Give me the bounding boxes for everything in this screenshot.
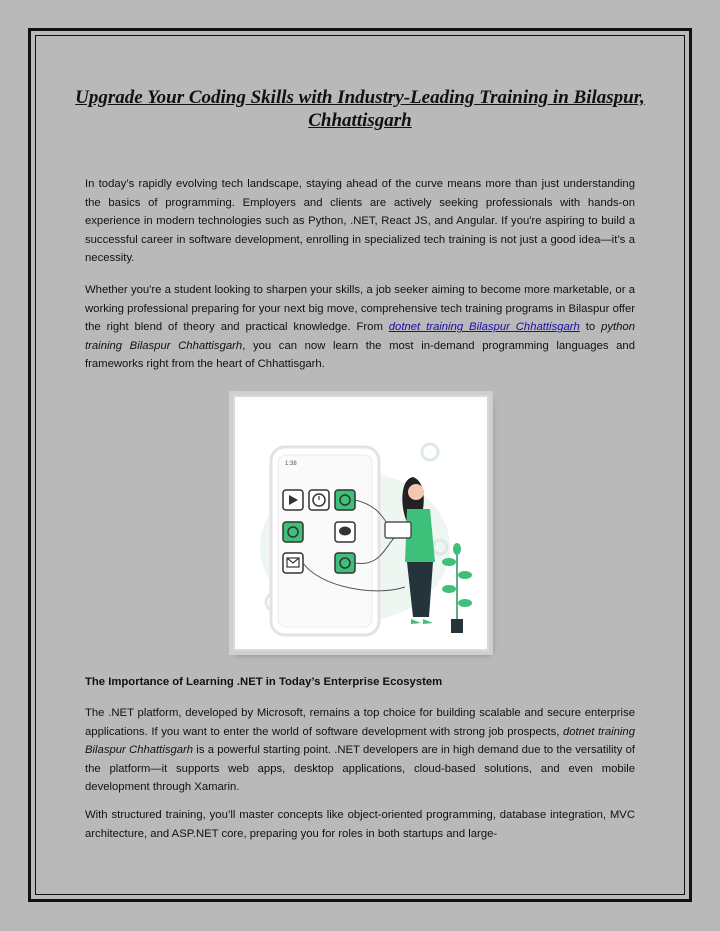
- dotnet-training-text: dotnet training Bilaspur Chhattisgarh: [85, 725, 635, 757]
- dotnet-paragraph: [85, 704, 635, 797]
- section-heading: The Importance of Learning .NET in Today’s Enterprise Ecosystem: [85, 676, 443, 688]
- intro-paragraph: In today’s rapidly evolving tech landscape, staying ahead of the curve means more than just understanding the basics of programming. Employers and clients are actively seeking professionals with hands-on experience in modern technologies such as Python, .NET, React JS, and Angular. If you're aspiring to build a successful career in software development, enrolling in specialized tech training is not just a good idea—it’s a necessity.: [85, 178, 635, 265]
- illustration-figure: [233, 395, 489, 651]
- audience-paragraph: [85, 281, 635, 374]
- page-title: Upgrade Your Coding Skills with Industry-Leading Training in Bilaspur, Chhattisgarh: [75, 87, 645, 131]
- mail-icon: [283, 553, 303, 573]
- audience-paragraph-mid: to: [579, 321, 602, 334]
- chat-icon: [335, 522, 355, 542]
- dotnet-paragraph-lead: The .NET platform, developed by Microsoft, remains a top choice for building scalable and secure enterprise applications. If you want to enter the world of software development with strong job prospects,: [85, 707, 635, 738]
- gear-icon: [335, 490, 355, 510]
- gear-icon: [335, 553, 355, 573]
- dotnet-paragraph-tail: is a powerful starting point. .NET developers are in high demand due to the versatility of the platform—it supports web apps, desktop applications, cloud-based solutions, and even mobile development through Xamarin.: [85, 744, 635, 794]
- dotnet-training-link[interactable]: dotnet training Bilaspur Chhattisgarh: [388, 321, 580, 334]
- python-training-text: python training Bilaspur Chhattisgarh: [85, 321, 635, 352]
- gear-icon: [283, 522, 303, 542]
- phone-time: 1:38: [285, 461, 297, 467]
- clock-icon: [309, 490, 329, 510]
- developer-phone-illustration: [235, 397, 487, 649]
- audience-paragraph-lead: Whether you're a student looking to sharpen your skills, a job seeker aiming to become more marketable, or a working professional preparing for your next big move, comprehensive tech training programs in Bilaspur offer the right blend of theory and practical knowledge. From: [85, 284, 635, 334]
- audience-paragraph-tail: , you can now learn the most in-demand programming languages and frameworks right from the heart of Chhattisgarh.: [85, 339, 635, 371]
- play-icon: [283, 490, 303, 510]
- training-paragraph: With structured training, you’ll master concepts like object-oriented programming, database integration, MVC architecture, and ASP.NET core, preparing you for roles in both startups and large-: [85, 809, 635, 840]
